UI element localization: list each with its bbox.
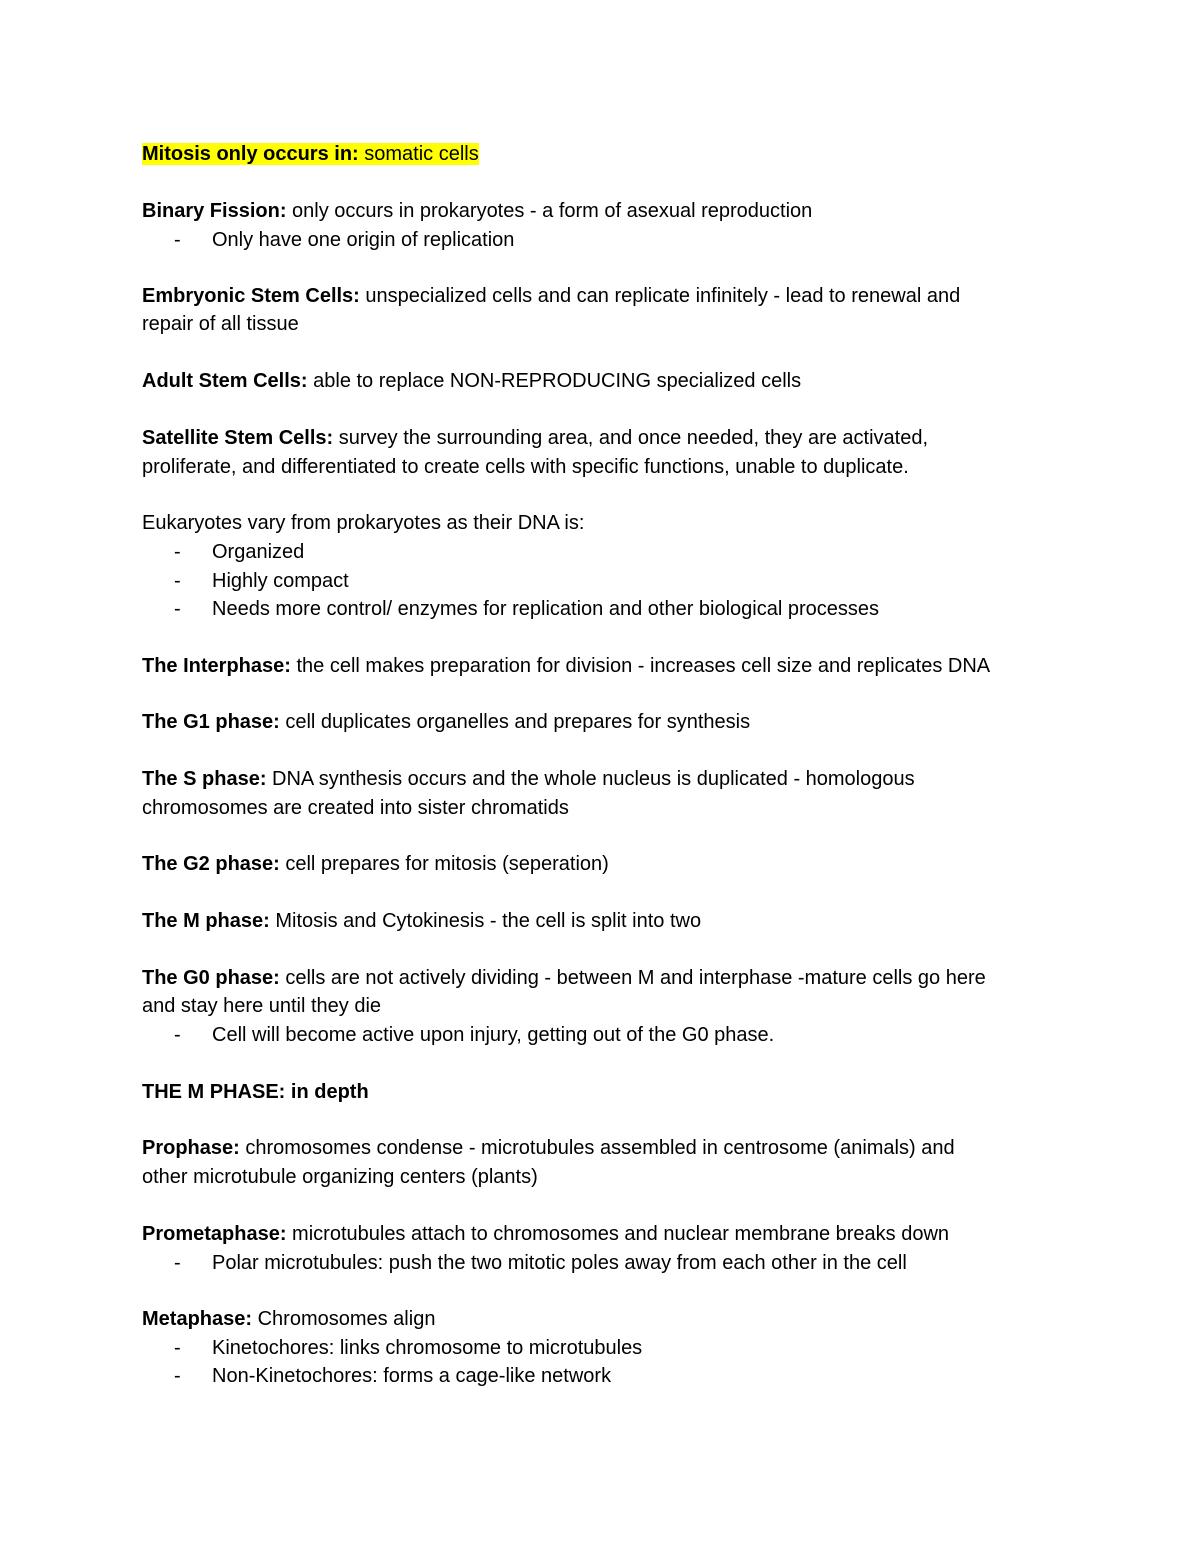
embryonic-line (142, 282, 960, 310)
mitosis-line (142, 140, 479, 168)
bullet-dash: - (174, 570, 181, 592)
term-definition: Chromosomes align (252, 1308, 436, 1330)
bullet-dash: - (174, 1252, 181, 1274)
term-definition: microtubules attach to chromosomes and nuclear membrane breaks down (286, 1223, 950, 1245)
bullet-item: Highly compact (212, 570, 349, 592)
term-label: Metaphase: (142, 1308, 253, 1330)
section-heading: THE M PHASE: in depth (142, 1081, 369, 1103)
bullet-item: Polar microtubules: push the two mitotic poles away from each other in the cell (212, 1252, 907, 1274)
term-label: Satellite Stem Cells: (142, 427, 334, 449)
g0-line (142, 964, 986, 992)
term-definition: chromosomes condense - microtubules assembled in centrosome (animals) and (239, 1137, 955, 1159)
term-label: The Interphase: (142, 655, 291, 677)
eukaryotes-line: Eukaryotes vary from prokaryotes as their DNA is: (142, 512, 585, 534)
term-definition: survey the surrounding area, and once needed, they are activated, (333, 427, 929, 449)
bullet-dash: - (174, 598, 181, 620)
embryonic-line-2: repair of all tissue (142, 313, 299, 335)
interphase-line (142, 652, 990, 680)
term-label: The S phase: (142, 768, 267, 790)
adult-line (142, 367, 801, 395)
prometaphase-line (142, 1220, 949, 1248)
g0-line-2: and stay here until they die (142, 995, 382, 1017)
bullet-dash: - (174, 541, 181, 563)
satellite-line (142, 424, 928, 452)
term-label: Mitosis only occurs in: (142, 143, 359, 165)
metaphase-line (142, 1305, 435, 1333)
highlight (142, 143, 479, 165)
bullet-dash: - (174, 1024, 181, 1046)
term-definition: cells are not actively dividing - between M and interphase -mature cells go here (279, 967, 986, 989)
term-label: Embryonic Stem Cells: (142, 285, 360, 307)
term-label: The G1 phase: (142, 711, 280, 733)
term-label: Adult Stem Cells: (142, 370, 308, 392)
satellite-line-2: proliferate, and differentiated to create cells with specific functions, unable to duplicate. (142, 456, 909, 478)
term-label: Binary Fission: (142, 200, 287, 222)
term-label: The G2 phase: (142, 853, 280, 875)
bullet-item: Cell will become active upon injury, getting out of the G0 phase. (212, 1024, 775, 1046)
term-definition: DNA synthesis occurs and the whole nucleus is duplicated - homologous (266, 768, 915, 790)
prophase-line (142, 1134, 955, 1162)
s-phase-line-2: chromosomes are created into sister chromatids (142, 797, 569, 819)
term-definition: cell prepares for mitosis (seperation) (279, 853, 609, 875)
term-definition: somatic cells (358, 143, 479, 165)
term-label: The G0 phase: (142, 967, 280, 989)
term-definition: cell duplicates organelles and prepares for synthesis (279, 711, 751, 733)
s-phase-line (142, 765, 915, 793)
bullet-dash: - (174, 1337, 181, 1359)
bullet-dash: - (174, 1365, 181, 1387)
m-phase-line (142, 907, 701, 935)
term-definition: only occurs in prokaryotes - a form of asexual reproduction (286, 200, 813, 222)
bullet-item: Only have one origin of replication (212, 229, 515, 251)
term-label: The M phase: (142, 910, 270, 932)
bullet-item: Organized (212, 541, 305, 563)
term-label: Prometaphase: (142, 1223, 287, 1245)
term-definition: able to replace NON-REPRODUCING specialized cells (307, 370, 802, 392)
g1-line (142, 708, 750, 736)
term-definition: unspecialized cells and can replicate infinitely - lead to renewal and (359, 285, 961, 307)
bullet-dash: - (174, 229, 181, 251)
bullet-item: Kinetochores: links chromosome to microtubules (212, 1337, 643, 1359)
g2-line (142, 850, 609, 878)
binary-fission-line (142, 197, 812, 225)
term-definition: Mitosis and Cytokinesis - the cell is split into two (269, 910, 702, 932)
bullet-item: Needs more control/ enzymes for replication and other biological processes (212, 598, 880, 620)
bullet-item: Non-Kinetochores: forms a cage-like network (212, 1365, 612, 1387)
term-label: Prophase: (142, 1137, 240, 1159)
prophase-line-2: other microtubule organizing centers (plants) (142, 1166, 538, 1188)
term-definition: the cell makes preparation for division - increases cell size and replicates DNA (290, 655, 991, 677)
